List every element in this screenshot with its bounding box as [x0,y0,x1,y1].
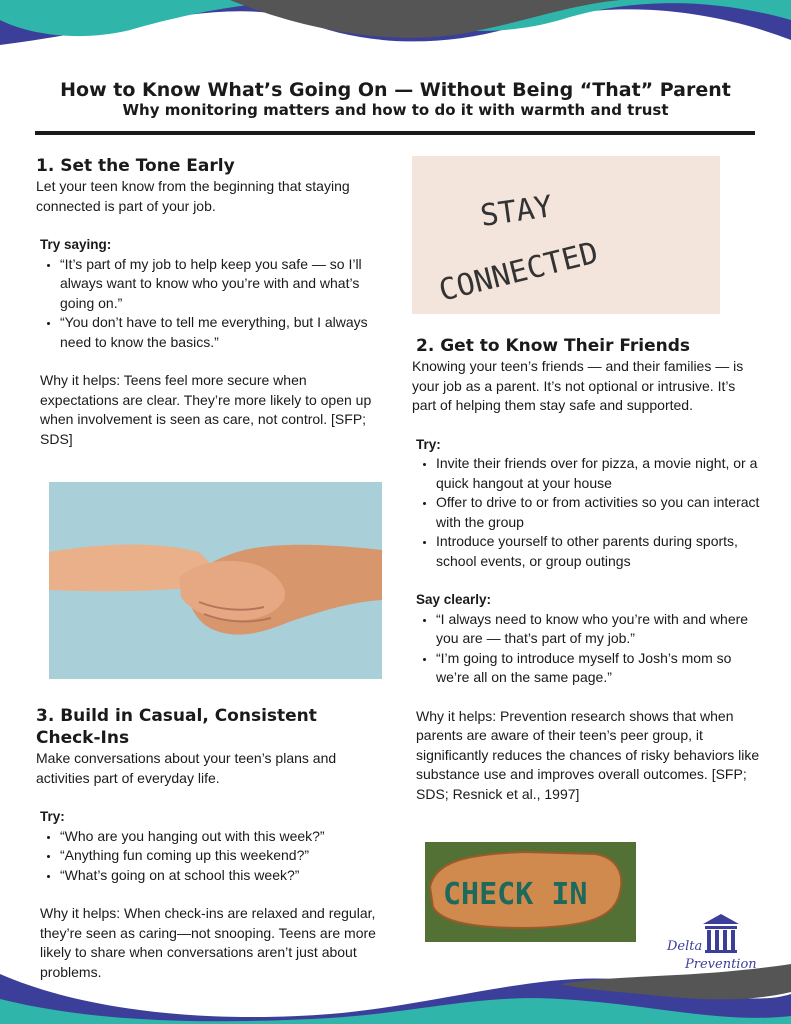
section-set-the-tone [36,155,386,449]
page-subtitle: Why monitoring matters and how to do it with warmth and trust [122,101,669,119]
section-intro: Make conversations about your teen’s plans and activities part of everyday life. [36,750,337,786]
section-know-friends [412,335,762,804]
section-heading: 2. Get to Know Their Friends [416,336,691,356]
list-item: • Offer to drive to or from activities so you can interact with the group [436,493,762,532]
section-intro: Knowing your teen’s friends — and their families — is your job as a parent. It’s not optional or intrusive. It’s part of helping them stay safe and supported. [412,358,744,413]
svg-text:Prevention: Prevention [685,957,757,972]
check-in-sign-photo [425,842,636,942]
try-saying-list [36,255,386,353]
list-item: • “What’s going on at school this week?” [60,866,386,886]
title-divider [35,131,755,135]
top-wave-decoration [0,0,791,70]
try-label: Try: [416,436,441,452]
connected-text: CONNECTED [435,235,602,309]
why-it-helps: Why it helps: Teens feel more secure when expectations are clear. They’re more likely to open up when involvement is seen as care, not control. [SFP; SDS] [40,372,372,447]
list-item: • “It’s part of my job to help keep you safe — so I’ll always want to know who you’re with and what’s going on.” [60,255,386,314]
bottom-wave-decoration [0,944,791,1024]
why-it-helps: Why it helps: Prevention research shows that when parents are aware of their teen’s peer group, it significantly reduces the chances of risky behaviors like substance use and improves overall outcomes. [SFP; SDS; Resnick et al., 1997] [416,707,760,802]
list-item: • Introduce yourself to other parents during sports, school events, or group outings [436,532,762,571]
list-item: • “You don’t have to tell me everything, but I always need to know the basics.” [60,313,386,352]
try-list [36,827,386,886]
try-list [412,454,762,571]
stay-text: STAY [478,189,555,234]
try-saying-label: Try saying: [40,237,112,252]
why-it-helps: Why it helps: When check-ins are relaxed and regular, they’re seen as caring—not snooping. Teens are more likely to share when conversations aren’t just about problems. [40,905,376,980]
section-heading: 1. Set the Tone Early [36,156,235,176]
say-clearly-label: Say clearly: [416,592,492,607]
check-in-text: CHECK IN [443,877,588,912]
section-heading: 3. Build in Casual, Consistent Check-Ins [36,706,317,748]
list-item: • Invite their friends over for pizza, a movie night, or a quick hangout at your house [436,454,762,493]
stay-connected-photo [412,156,720,314]
list-item: • “Anything fun coming up this weekend?” [60,846,386,866]
try-label: Try: [40,809,65,824]
svg-text:Delta: Delta [667,939,703,954]
list-item: • “Who are you hanging out with this week?” [60,827,386,847]
say-clearly-list [412,610,762,688]
list-item: • “I always need to know who you’re with and where you are — that’s part of my job.” [436,610,762,649]
page-title: How to Know What’s Going On — Without Being “That” Parent [60,78,731,101]
list-item: • “I’m going to introduce myself to Josh’s mom so we’re all on the same page.” [436,649,762,688]
handshake-photo [49,482,382,679]
section-intro: Let your teen know from the beginning that staying connected is part of your job. [36,178,350,214]
section-check-ins [36,705,386,982]
